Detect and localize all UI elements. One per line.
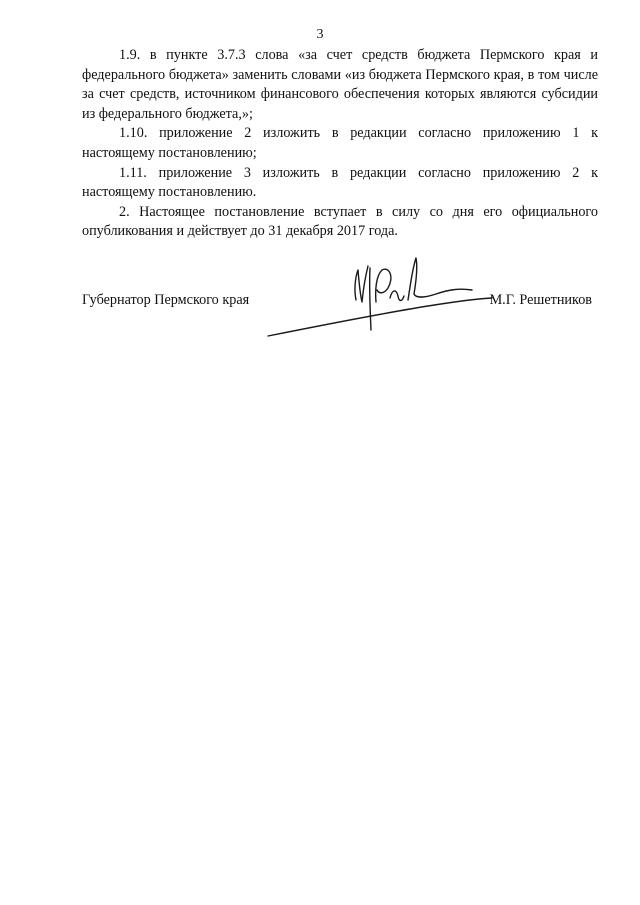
paragraph-1-11: 1.11. приложение 3 изложить в редакции согласно приложению 2 к настоящему постановлению.: [82, 164, 598, 201]
paragraph-2: 2. Настоящее постановление вступает в силу со дня его официального опубликования и действует до 31 декабря 2017 года.: [82, 203, 598, 240]
signatory-title: Губернатор Пермского края: [82, 292, 250, 308]
paragraph-1-9: 1.9. в пункте 3.7.3 слова «за счет средств бюджета Пермского края и федерального бюджета» заменить словами «из бюджета Пермского края, в том числе за счет средств, источником финансового обеспечения которых являются субсидии из федерального бюджета,»;: [82, 47, 598, 122]
document-body: [82, 46, 598, 242]
page-number: 3: [316, 27, 324, 42]
signature-block: [82, 290, 598, 314]
signatory-name: М.Г. Решетников: [489, 292, 592, 308]
paragraph-1-10: 1.10. приложение 2 изложить в редакции согласно приложению 1 к настоящему постановлению;: [82, 125, 598, 161]
